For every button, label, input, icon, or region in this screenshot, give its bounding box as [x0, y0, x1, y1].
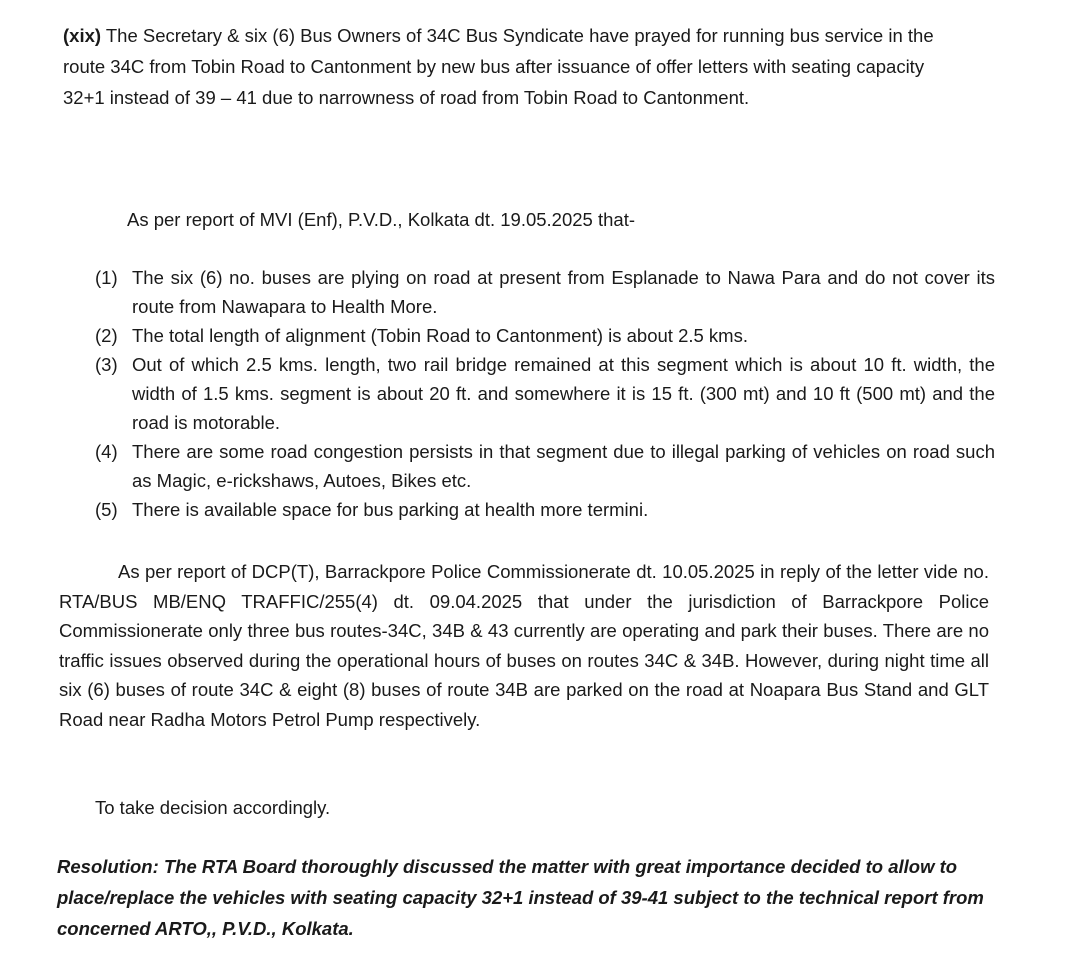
list-item-text: Out of which 2.5 kms. length, two rail bridge remained at this segment which is about 10 ft. width, the width of 1.5 kms. segment is about 20 ft. and somewhere it is 15 ft. (300 mt) and 10 ft (500 mt) and the road is motorable.	[132, 354, 995, 433]
list-item-number: (3)	[95, 354, 118, 375]
list-item-number: (1)	[95, 267, 118, 288]
mvi-report-intro: As per report of MVI (Enf), P.V.D., Kolkata dt. 19.05.2025 that-	[127, 209, 636, 230]
list-item-text: The six (6) no. buses are plying on road at present from Esplanade to Nawa Para and do not cover its route from Nawapara to Health More.	[132, 267, 995, 317]
agenda-item-text: The Secretary & six (6) Bus Owners of 34C Bus Syndicate have prayed for running bus service in the route 34C from Tobin Road to Cantonment by new bus after issuance of offer letters with seating capacity 32+1 instead of 39 – 41 due to narrowness of road from Tobin Road to Cantonment.	[63, 25, 934, 108]
list-item-text: There is available space for bus parking at health more termini.	[132, 499, 649, 520]
resolution-paragraph: Resolution: The RTA Board thoroughly discussed the matter with great importance decided to allow to place/replace the vehicles with seating capacity 32+1 instead of 39-41 subject to the technical report from concerned ARTO,, P.V.D., Kolkata.	[57, 856, 984, 939]
list-item	[95, 437, 995, 495]
mvi-report-points	[95, 263, 995, 524]
list-item-text: There are some road congestion persists in that segment due to illegal parking of vehicles on road such as Magic, e-rickshaws, Autoes, Bikes etc.	[132, 441, 995, 491]
list-item	[95, 495, 995, 524]
list-item-text: The total length of alignment (Tobin Road to Cantonment) is about 2.5 kms.	[132, 325, 748, 346]
list-item-number: (4)	[95, 441, 118, 462]
agenda-item-number: (xix)	[63, 25, 102, 46]
list-item-number: (2)	[95, 325, 118, 346]
list-item	[95, 350, 995, 437]
dcp-report-paragraph: As per report of DCP(T), Barrackpore Police Commissionerate dt. 10.05.2025 in reply of the letter vide no. RTA/BUS MB/ENQ TRAFFIC/255(4) dt. 09.04.2025 that under the jurisdiction of Barrackpore Police Commissionerate only three bus routes-34C, 34B & 43 currently are operating and park their buses. There are no traffic issues observed during the operational hours of buses on routes 34C & 34B. However, during night time all six (6) buses of route 34C & eight (8) buses of route 34B are parked on the road at Noapara Bus Stand and GLT Road near Radha Motors Petrol Pump respectively.	[59, 561, 989, 730]
list-item	[95, 263, 995, 321]
decision-note: To take decision accordingly.	[95, 797, 331, 818]
list-item-number: (5)	[95, 499, 118, 520]
list-item	[95, 321, 995, 350]
agenda-item	[63, 20, 963, 113]
